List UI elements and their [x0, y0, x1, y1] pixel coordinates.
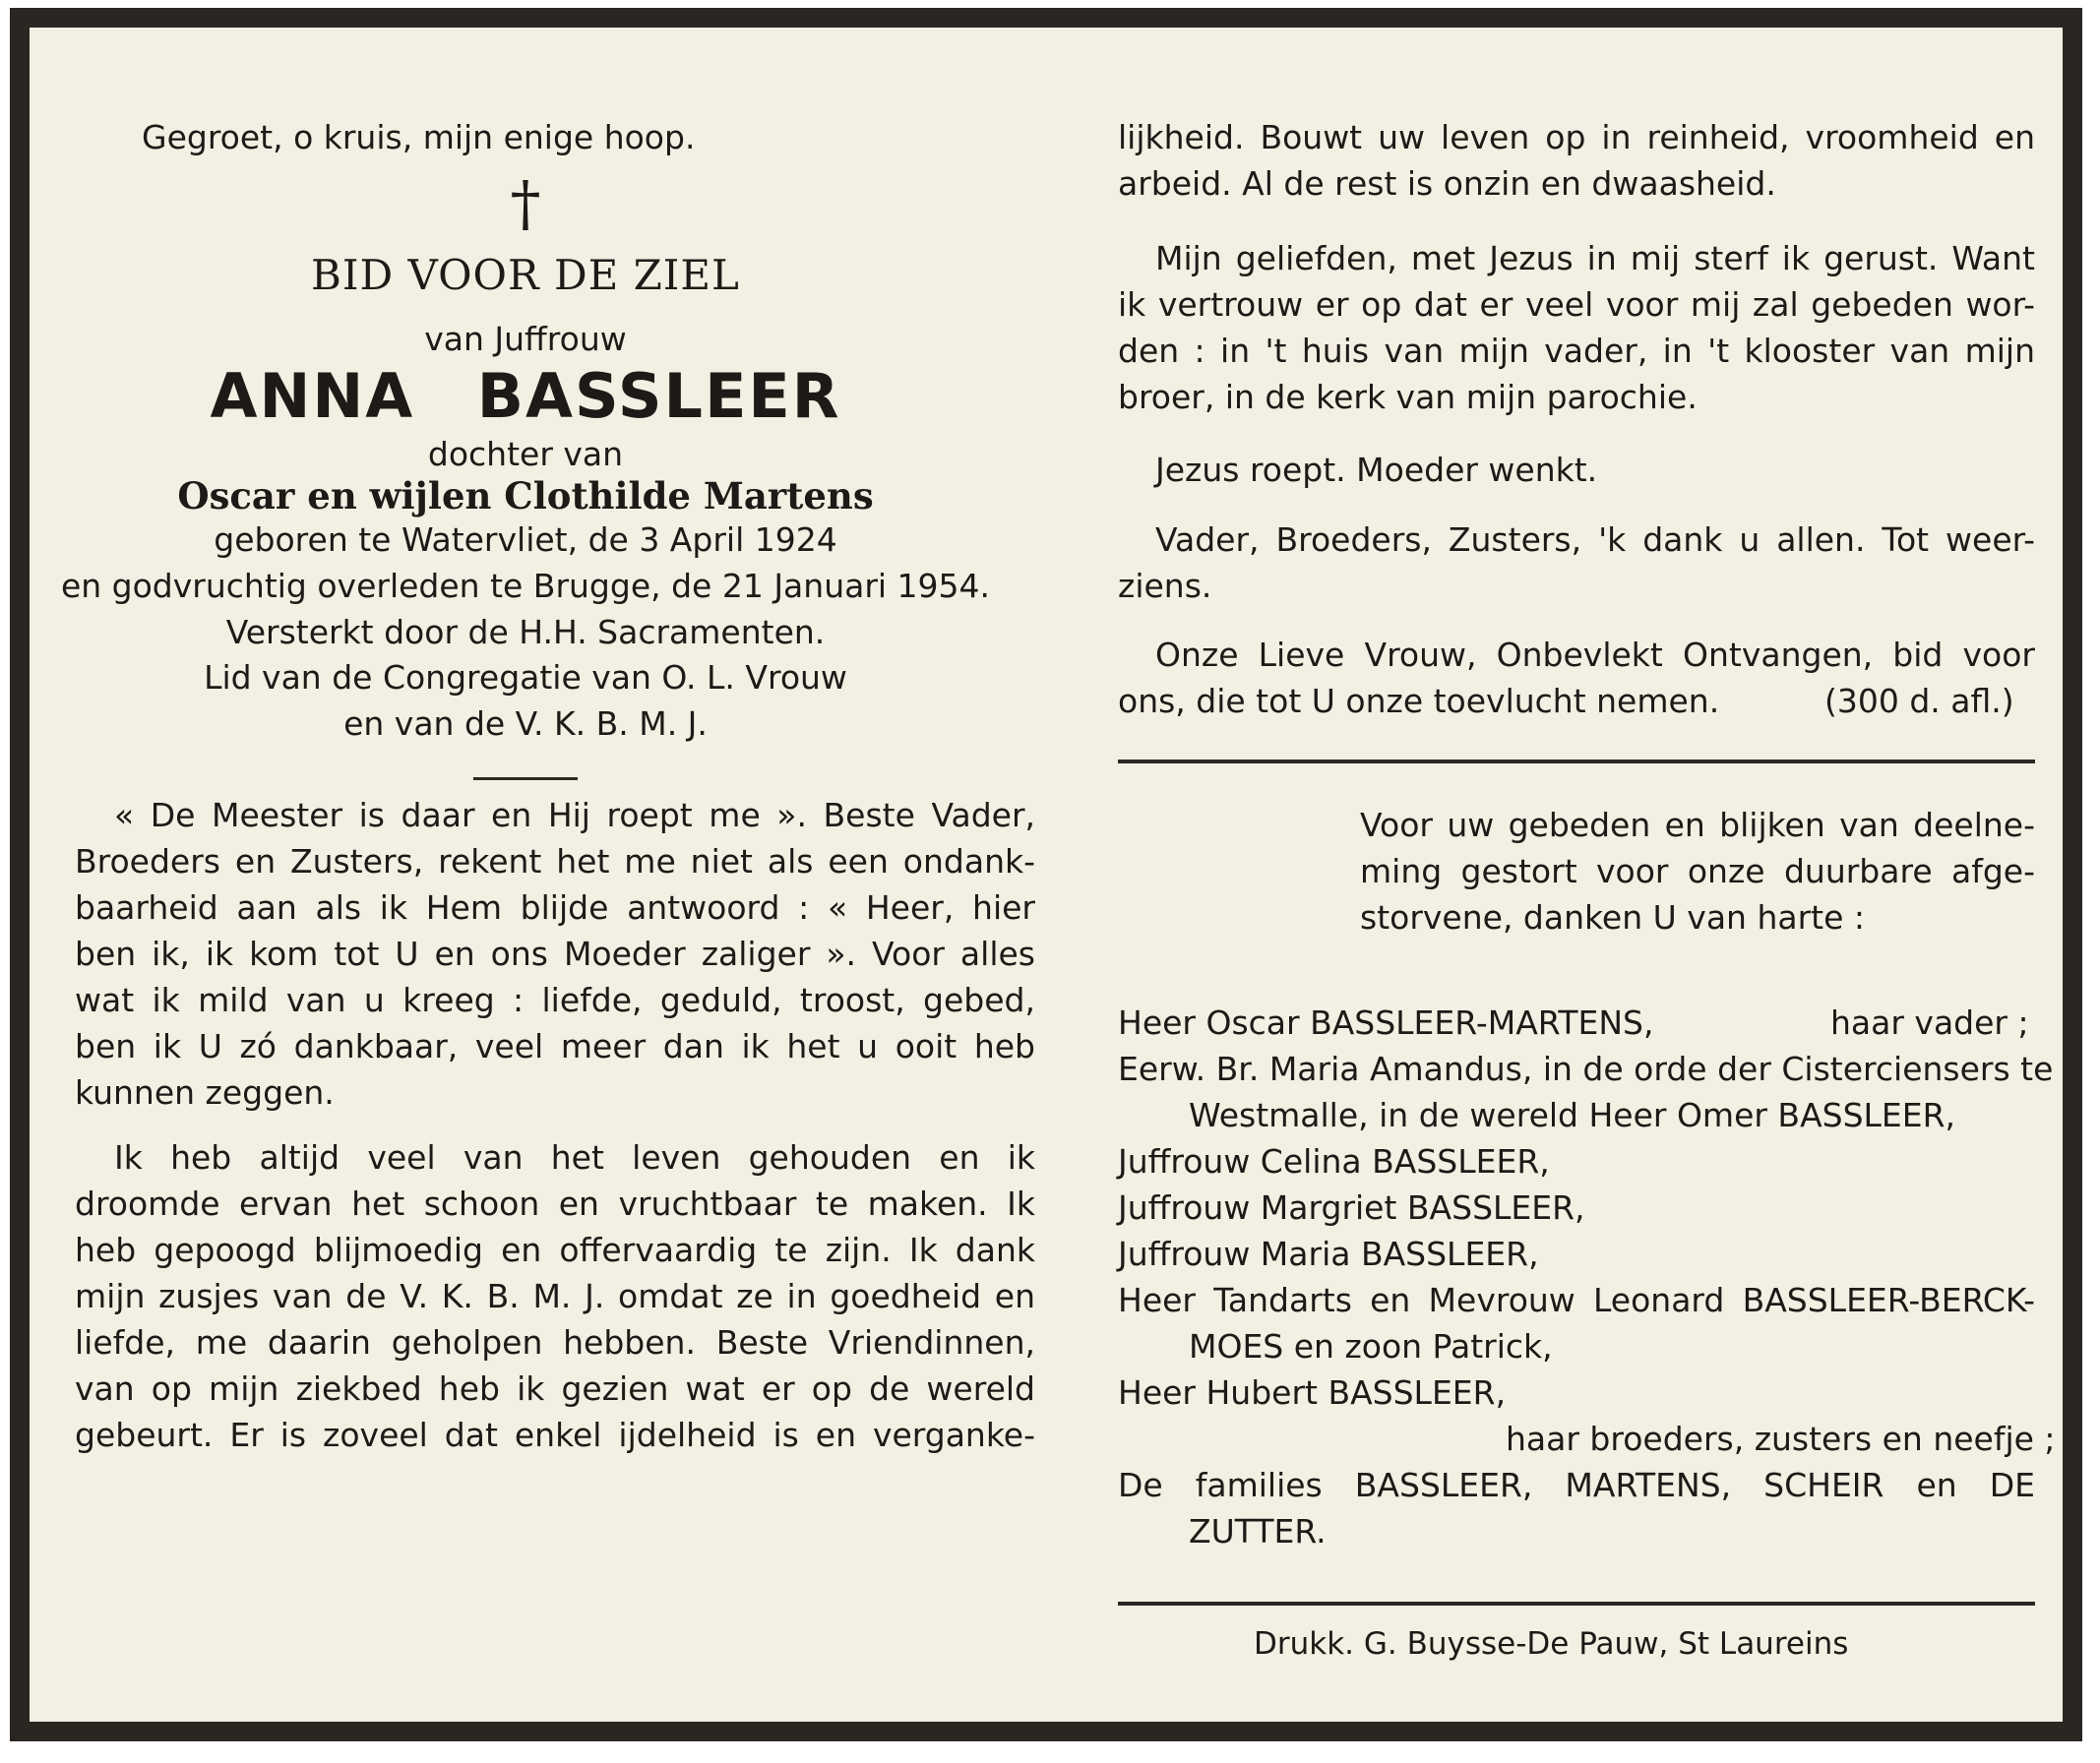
family-sister: Juffrouw Celina BASSLEER, — [1118, 1142, 1550, 1181]
card-paper — [30, 28, 2063, 1722]
text-line: Vader, Broeders, Zusters, 'k dank u allen. Tot weer- — [1155, 520, 2035, 559]
sacraments-line: Versterkt door de H.H. Sacramenten. — [225, 613, 826, 651]
family-brother-cont: Westmalle, in de wereld Heer Omer BASSLEER, — [1189, 1096, 1956, 1134]
membership-line-1: Lid van de Congregatie van O. L. Vrouw — [204, 658, 847, 697]
text-line: van op mijn ziekbed heb ik gezien wat er op de wereld — [75, 1369, 1035, 1408]
text-line: Mijn geliefden, met Jezus in mij sterf ik gerust. Want — [1155, 239, 2035, 277]
text-line: « De Meester is daar en Hij roept me ». Beste Vader, — [114, 796, 1035, 834]
family-brother-cont: MOES en zoon Patrick, — [1189, 1327, 1553, 1366]
divider — [1118, 1602, 2035, 1606]
text-line: arbeid. Al de rest is onzin en dwaasheid. — [1118, 164, 1776, 203]
text-line: liefde, me daarin geholpen hebben. Beste Vriendinnen, — [75, 1323, 1035, 1362]
text-line: mijn zusjes van de V. K. B. M. J. omdat ze in goedheid en — [75, 1277, 1035, 1315]
birth-line: geboren te Watervliet, de 3 April 1924 — [214, 520, 837, 559]
death-line: en godvruchtig overleden te Brugge, de 21 Januari 1954. — [60, 567, 991, 605]
text-line: den : in 't huis van mijn vader, in 't klooster van mijn — [1118, 332, 2035, 370]
family-role: haar broeders, zusters en neefje ; — [1506, 1420, 2056, 1458]
daughter-of: dochter van — [427, 435, 624, 473]
text-line: storvene, danken U van harte : — [1360, 898, 1865, 937]
family-father: Heer Oscar BASSLEER-MARTENS, — [1118, 1003, 1654, 1042]
text-line: ziens. — [1118, 567, 1212, 605]
text-line: gebeurt. Er is zoveel dat enkel ijdelheid is en verganke- — [75, 1416, 1035, 1454]
text-line: Ik heb altijd veel van het leven gehouden en ik — [114, 1138, 1035, 1177]
family-brother: Eerw. Br. Maria Amandus, in de orde der Cisterciensers te — [1118, 1050, 2054, 1088]
left-panel — [60, 28, 1035, 1722]
text-line: ons, die tot U onze toevlucht nemen. — [1118, 682, 1720, 720]
family-sister: Juffrouw Margriet BASSLEER, — [1118, 1188, 1585, 1227]
short-divider — [473, 777, 578, 780]
van-juffrouw: van Juffrouw — [424, 320, 627, 358]
family-brother: Heer Tandarts en Mevrouw Leonard BASSLEER-BERCK- — [1118, 1281, 2035, 1319]
divider — [1118, 760, 2035, 763]
family-role: haar vader ; — [1830, 1003, 2029, 1042]
indulgence-note: (300 d. afl.) — [1824, 682, 2014, 720]
deceased-name: ANNA BASSLEER — [210, 360, 841, 432]
text-line: ming gestort voor onze duurbare afge- — [1360, 852, 2035, 890]
text-line: ben ik U zó dankbaar, veel meer dan ik het u ooit heb — [75, 1027, 1035, 1065]
text-line: Broeders en Zusters, rekent het me niet als een ondank- — [75, 842, 1035, 881]
text-line: ben ik, ik kom tot U en ons Moeder zaliger ». Voor alles — [75, 935, 1035, 973]
right-panel — [1118, 28, 2056, 1722]
text-line: wat ik mild van u kreeg : liefde, geduld, troost, gebed, — [75, 981, 1035, 1019]
text-line: Voor uw gebeden en blijken van deelne- — [1360, 806, 2035, 844]
prayer-heading: BID VOOR DE ZIEL — [311, 251, 740, 299]
family-families-cont: ZUTTER. — [1189, 1512, 1327, 1550]
text-line: kunnen zeggen. — [75, 1073, 335, 1112]
text-line: baarheid aan als ik Hem blijde antwoord : « Heer, hier — [75, 888, 1035, 927]
family-brother: Heer Hubert BASSLEER, — [1118, 1373, 1507, 1412]
membership-line-2: en van de V. K. B. M. J. — [343, 704, 708, 743]
text-line: Onze Lieve Vrouw, Onbevlekt Ontvangen, bid voor — [1155, 636, 2035, 674]
memorial-card — [10, 8, 2082, 1741]
text-line: ik vertrouw er op dat er veel voor mij zal gebeden wor- — [1118, 285, 2035, 324]
text-line: droomde ervan het schoon en vruchtbaar te maken. Ik — [75, 1185, 1035, 1223]
text-line: lijkheid. Bouwt uw leven op in reinheid, vroomheid en — [1118, 118, 2035, 156]
printer-credit: Drukk. G. Buysse-De Pauw, St Laureins — [1254, 1626, 1849, 1662]
greeting: Gegroet, o kruis, mijn enige hoop. — [142, 118, 696, 156]
text-line: broer, in de kerk van mijn parochie. — [1118, 378, 1698, 416]
text-line: Jezus roept. Moeder wenkt. — [1155, 451, 1598, 489]
text-line: heb gepoogd blijmoedig en offervaardig te zijn. Ik dank — [75, 1231, 1035, 1269]
family-sister: Juffrouw Maria BASSLEER, — [1118, 1235, 1539, 1273]
parents-names: Oscar en wijlen Clothilde Martens — [177, 474, 874, 517]
family-families: De families BASSLEER, MARTENS, SCHEIR en DE — [1118, 1466, 2035, 1504]
cross-icon: † — [510, 167, 541, 239]
